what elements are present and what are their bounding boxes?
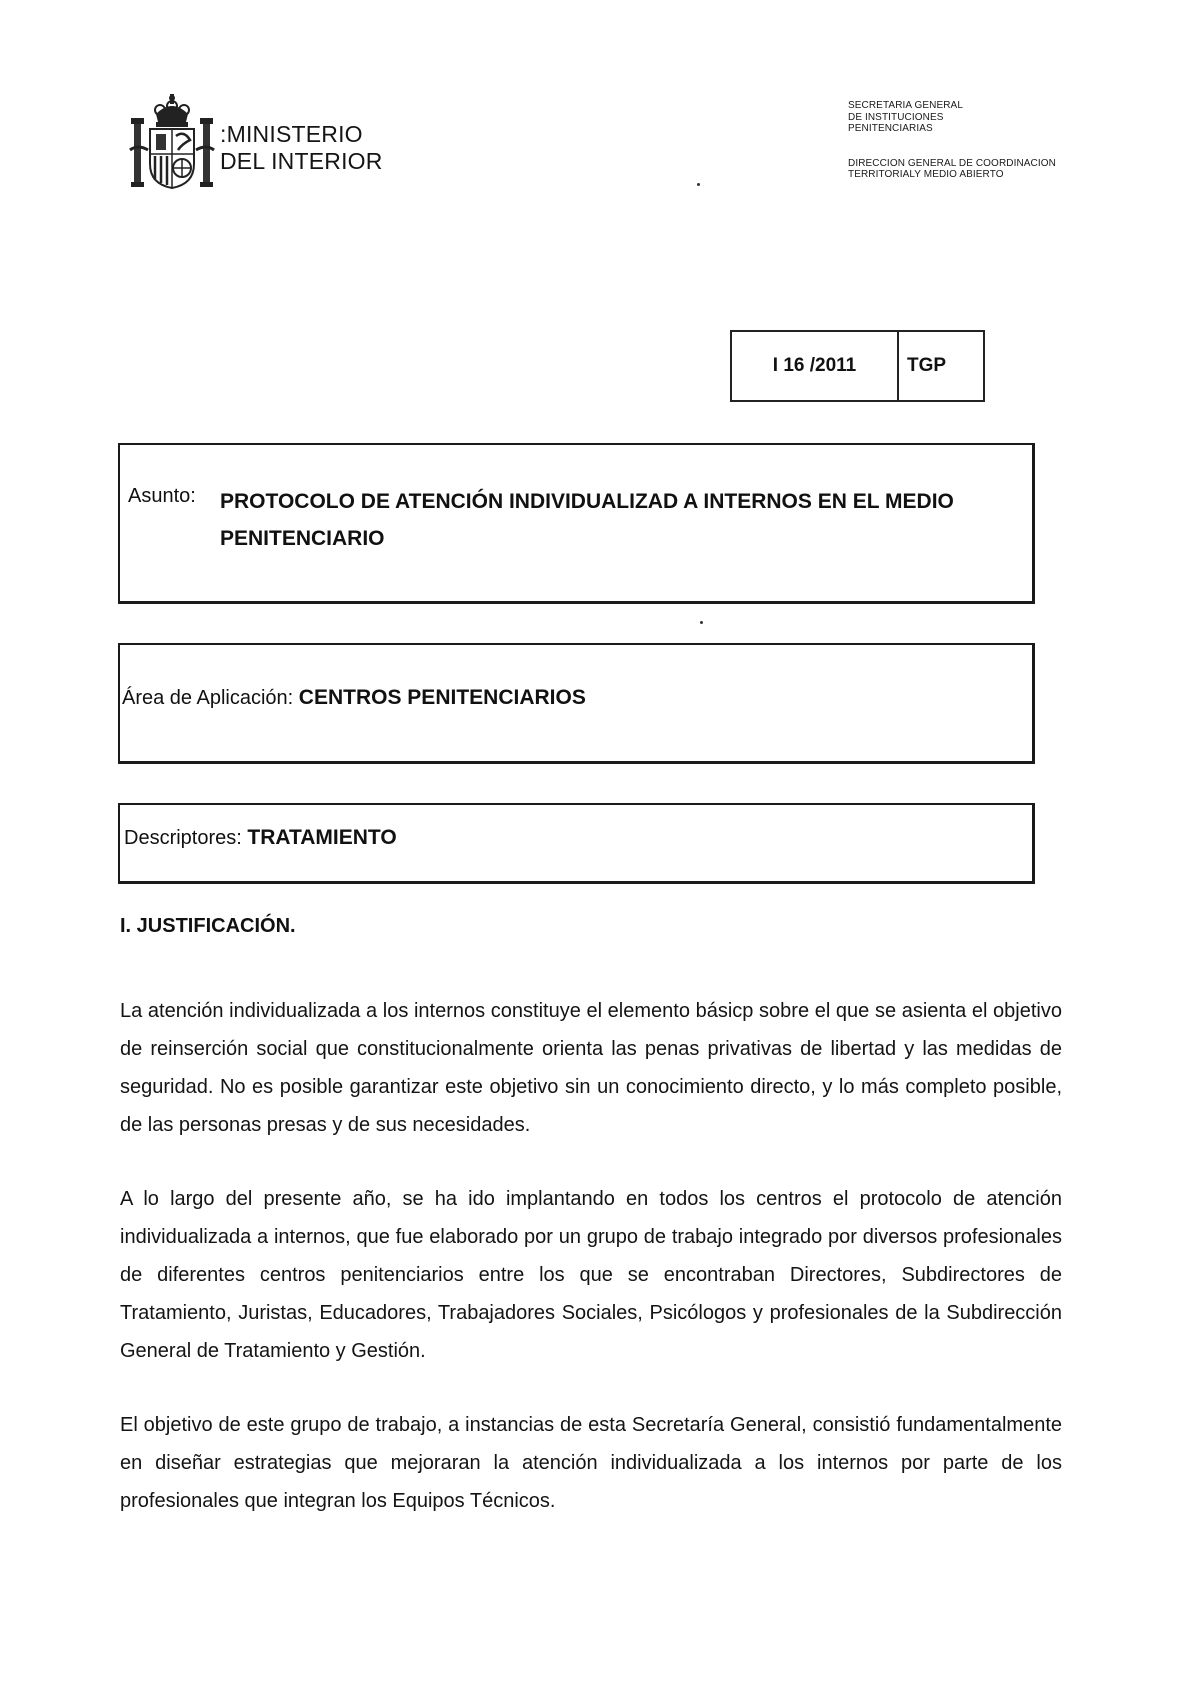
paragraph-1: La atención individualizada a los internos constituye el elemento básicp sobre el que se asienta el objetivo de reinserción social que constitucionalmente orienta las penas privativas de libertad y las medidas de seguridad. No es posible garantizar este objetivo sin un conocimiento directo, y lo más completo posible, de las personas presas y de sus necesidades. bbox=[120, 1000, 1062, 1136]
secretaria-line-3: PENITENCIARIAS bbox=[848, 123, 933, 134]
ministry-name bbox=[220, 121, 383, 175]
area-label: Área de Aplicación: bbox=[122, 687, 294, 709]
area-value: CENTROS PENITENCIARIOS bbox=[298, 686, 586, 709]
direccion-line-1: DIRECCION GENERAL DE COORDINACION bbox=[848, 157, 1056, 169]
paragraph-3: El objetivo de este grupo de trabajo, a instancias de esta Secretaría General, consistió fundamentalmente en diseñar estrategias que mejoraran la atención individualizada a los internos por parte de los profesionales que integran los Equipos Técnicos. bbox=[120, 1414, 1062, 1512]
reference-code: TGP bbox=[907, 355, 947, 376]
ministry-line-2: DEL INTERIOR bbox=[220, 148, 383, 174]
ministry-line-1: :MINISTERIO bbox=[220, 121, 363, 147]
scan-speck bbox=[700, 621, 703, 624]
asunto-value: PROTOCOLO DE ATENCIÓN INDIVIDUALIZAD A INTERNOS EN EL MEDIO PENITENCIARIO bbox=[220, 490, 954, 550]
coat-of-arms-icon bbox=[126, 92, 218, 192]
section-heading: I. JUSTIFICACIÓN. bbox=[120, 915, 296, 937]
asunto-box bbox=[118, 443, 1035, 604]
asunto-label: Asunto: bbox=[128, 485, 196, 507]
department-header bbox=[848, 100, 1056, 181]
descriptores-label: Descriptores: bbox=[124, 827, 242, 849]
descriptores-value: TRATAMIENTO bbox=[247, 826, 397, 849]
secretaria-line-2: DE INSTITUCIONES bbox=[848, 111, 944, 123]
secretaria-line-1: SECRETARIA GENERAL bbox=[848, 100, 963, 111]
reference-number: I 16 /2011 bbox=[732, 332, 899, 400]
area-box bbox=[118, 643, 1035, 764]
reference-box bbox=[730, 330, 985, 402]
direccion-line-2: TERRITORIALY MEDIO ABIERTO bbox=[848, 169, 1004, 180]
scan-speck bbox=[697, 183, 700, 186]
descriptores-box bbox=[118, 803, 1035, 884]
paragraph-2: A lo largo del presente año, se ha ido implantando en todos los centros el protocolo de atención individualizada a internos, que fue elaborado por un grupo de trabajo integrado por diversos profesionales de diferentes centros penitenciarios entre los que se encontraban Directores, Subdirectores de Tratamiento, Juristas, Educadores, Trabajadores Sociales, Psicólogos y profesionales de la Subdirección General de Tratamiento y Gestión. bbox=[120, 1188, 1062, 1362]
